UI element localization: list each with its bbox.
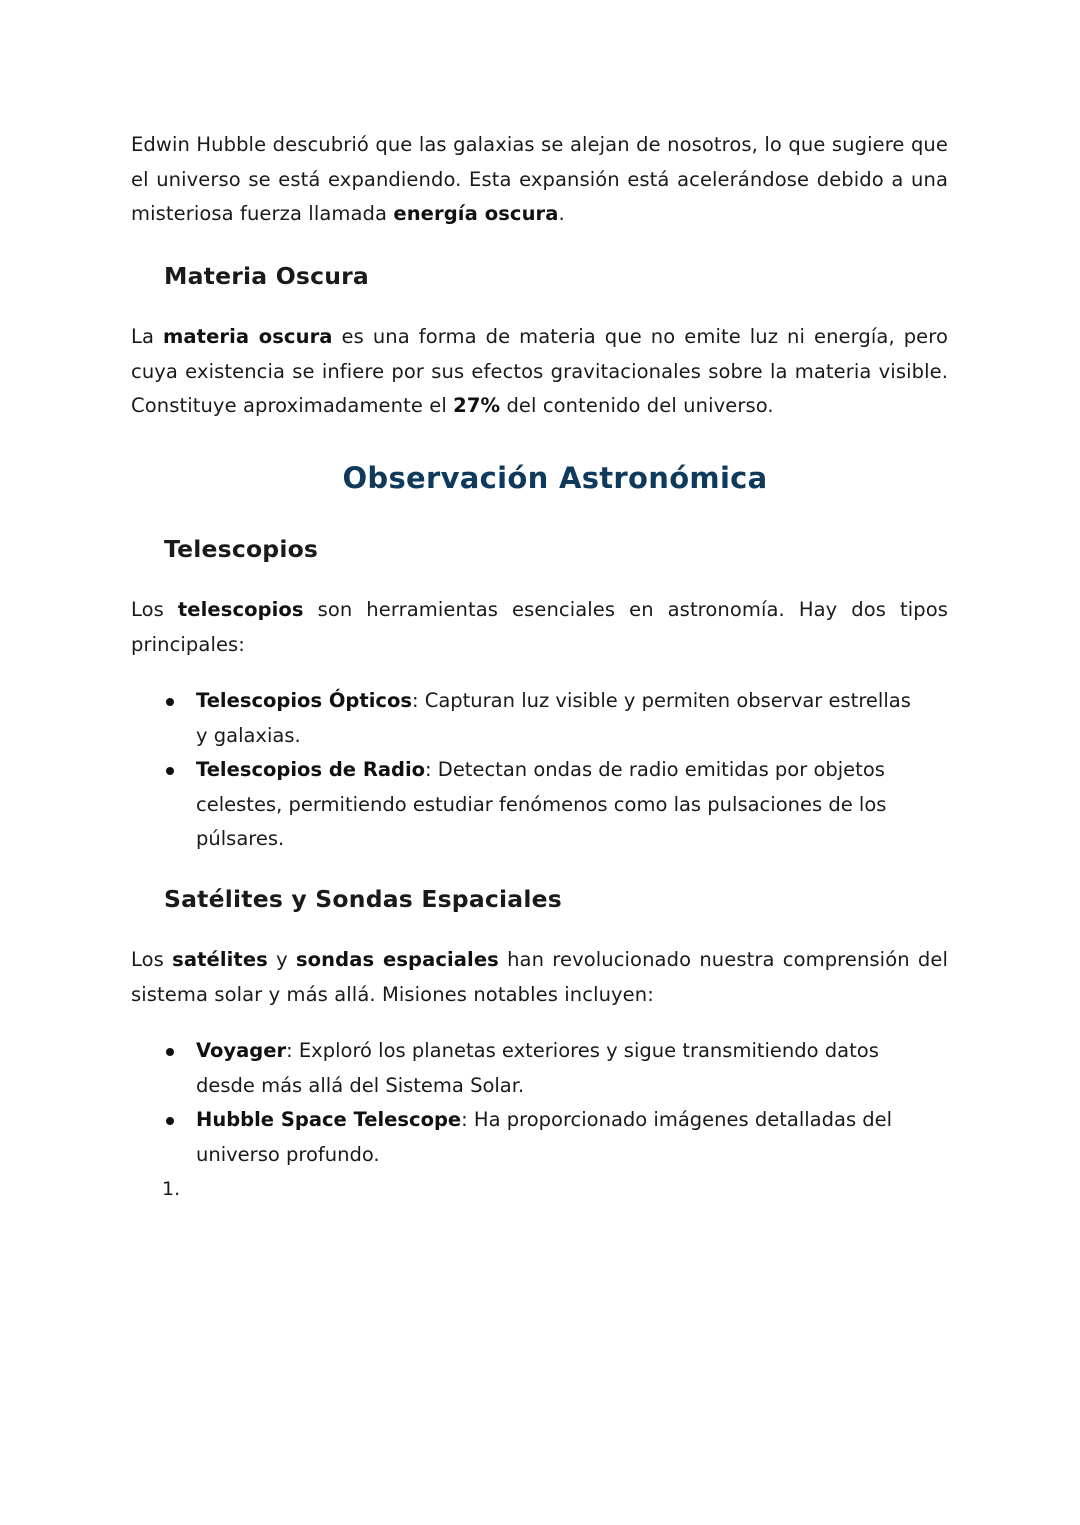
- list-item: [160, 1103, 920, 1172]
- satelites-list: [160, 1034, 920, 1172]
- list-item-desc: : Capturan luz visible y permiten observar estrellas y galaxias.: [196, 689, 911, 747]
- intro-paragraph: [131, 128, 948, 232]
- sat-text-c: han revolucionado nuestra comprensión del sistema solar y más allá. Misiones notables incluyen:: [131, 948, 948, 1006]
- heading-satelites: Satélites y Sondas Espaciales: [164, 885, 562, 913]
- tel-text-a: Los: [131, 598, 178, 621]
- sat-text-a: Los: [131, 948, 173, 971]
- mo-bold-percent: 27%: [453, 394, 501, 417]
- mo-text-c: del contenido del universo.: [500, 394, 774, 417]
- list-item-term: Hubble Space Telescope: [196, 1108, 462, 1131]
- tel-text-b: son herramientas esenciales en astronomía. Hay dos tipos principales:: [131, 598, 948, 656]
- sat-bold-term-1: satélites: [172, 948, 268, 971]
- heading-telescopios: Telescopios: [164, 535, 319, 563]
- bullet-icon: [166, 1117, 174, 1125]
- list-item-desc: : Ha proporcionado imágenes detalladas del universo profundo.: [196, 1108, 893, 1166]
- intro-text: Edwin Hubble descubrió que las galaxias se alejan de nosotros, lo que sugiere que el universo se está expandiendo. Esta expansión está acelerándose debido a una misteriosa fuerza llamada: [131, 133, 948, 225]
- mo-text-b: es una forma de materia que no emite luz ni energía, pero cuya existencia se infiere por sus efectos gravitacionales sobre la materia visible. Constituye aproximadamente el: [131, 325, 948, 417]
- materia-oscura-paragraph: [131, 320, 948, 424]
- sat-bold-term-2: sondas espaciales: [295, 948, 499, 971]
- list-item-desc: : Exploró los planetas exteriores y sigue transmitiendo datos desde más allá del Sistema Solar.: [196, 1039, 879, 1097]
- list-item: [160, 1034, 920, 1103]
- section-title-observacion: Observación Astronómica: [342, 461, 768, 495]
- mo-text-a: La: [131, 325, 163, 348]
- list-item: [160, 684, 920, 753]
- mo-bold-term: materia oscura: [162, 325, 333, 348]
- numbered-list-marker: 1.: [162, 1178, 181, 1200]
- satelites-paragraph: [131, 943, 948, 1012]
- tel-bold-term: telescopios: [177, 598, 304, 621]
- telescopios-list: [160, 684, 920, 857]
- list-item-term: Telescopios de Radio: [196, 758, 426, 781]
- list-item-term: Telescopios Ópticos: [196, 689, 412, 712]
- telescopios-paragraph: [131, 593, 948, 662]
- sat-text-b: y: [267, 948, 296, 971]
- intro-bold-term: energía oscura: [393, 202, 559, 225]
- list-item-desc: : Detectan ondas de radio emitidas por objetos celestes, permitiendo estudiar fenómenos como las pulsaciones de los púlsares.: [196, 758, 887, 850]
- bullet-icon: [166, 1048, 174, 1056]
- list-item: [160, 753, 920, 857]
- heading-materia-oscura: Materia Oscura: [164, 262, 369, 290]
- bullet-icon: [166, 767, 174, 775]
- list-item-term: Voyager: [196, 1039, 287, 1062]
- bullet-icon: [166, 698, 174, 706]
- intro-text-end: .: [558, 202, 565, 225]
